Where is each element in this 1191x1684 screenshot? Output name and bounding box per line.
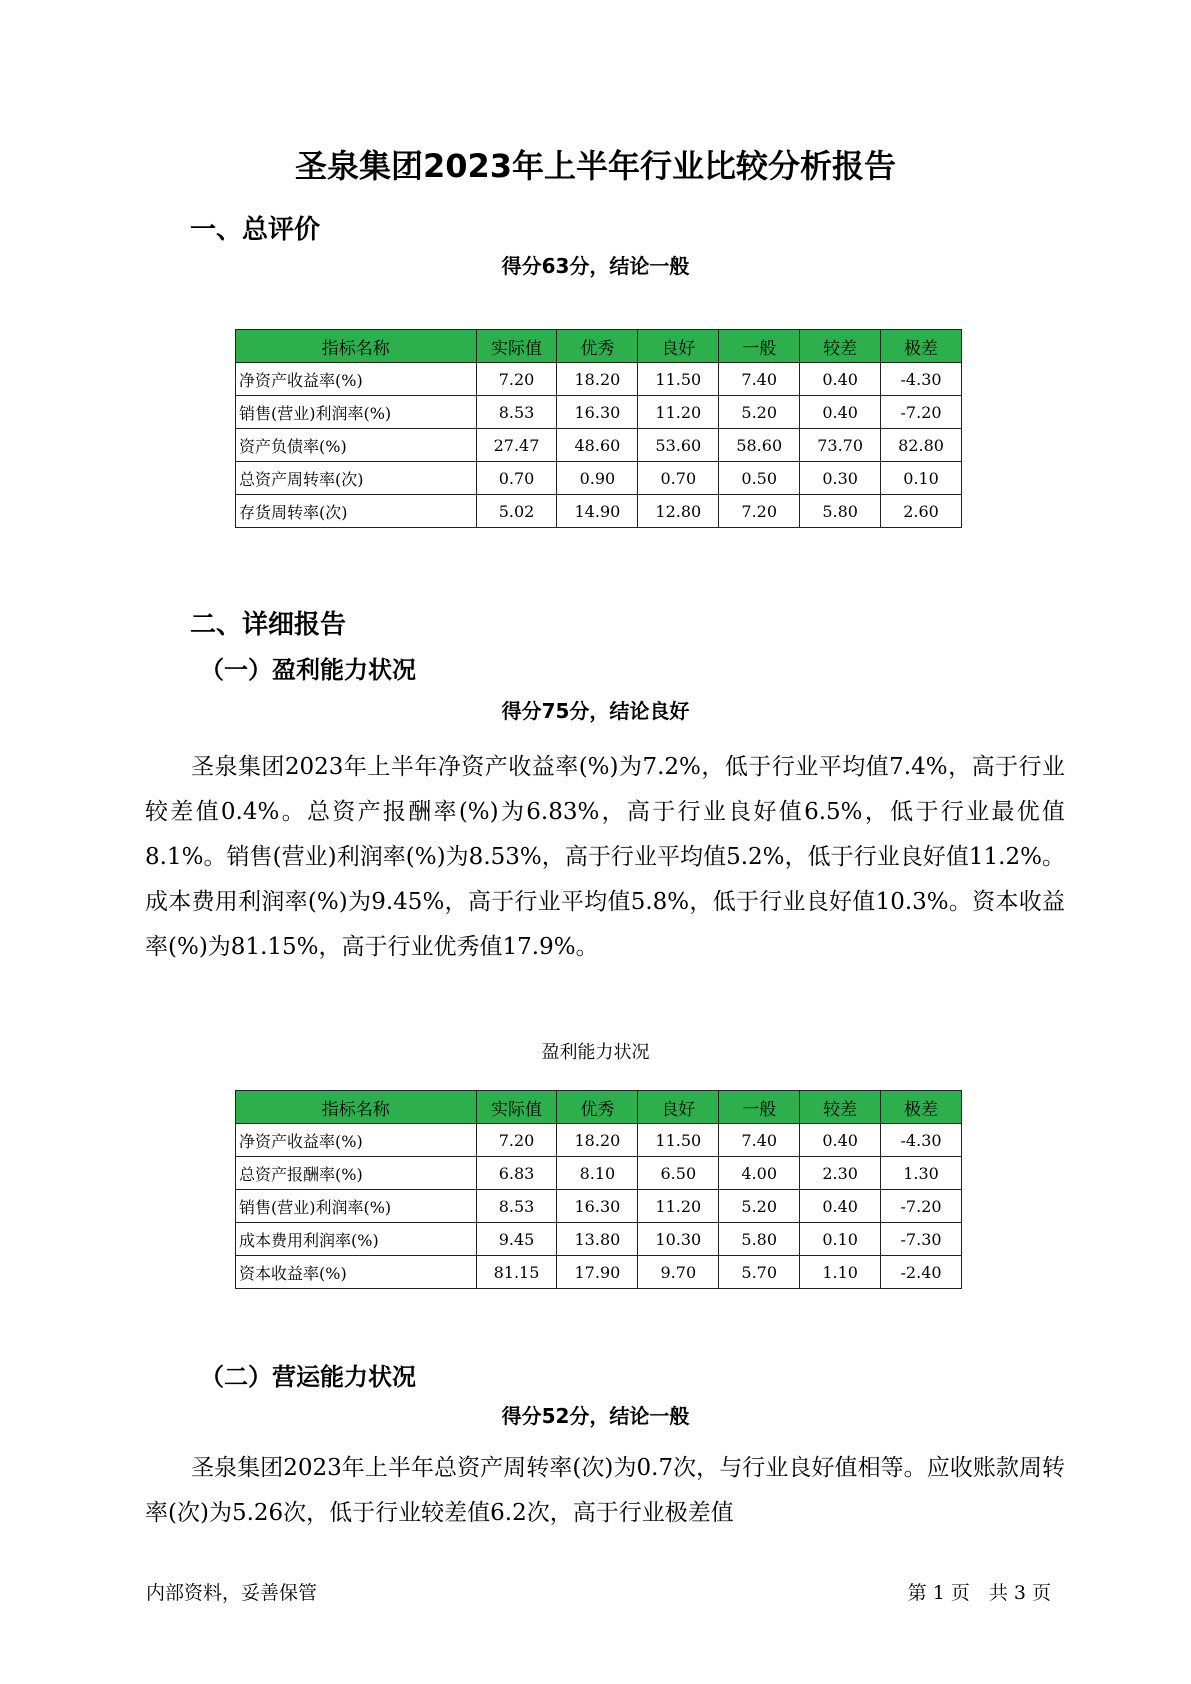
table-cell: 1.30 xyxy=(881,1157,962,1190)
table-cell: -7.30 xyxy=(881,1223,962,1256)
header-cell: 实际值 xyxy=(476,1091,557,1124)
header-cell: 一般 xyxy=(719,1091,800,1124)
profitability-indicator-table xyxy=(235,1090,962,1289)
table-cell: 8.53 xyxy=(476,396,557,429)
header-cell: 良好 xyxy=(638,330,719,363)
table-cell: 73.70 xyxy=(800,429,881,462)
table-cell: 0.40 xyxy=(800,363,881,396)
table-cell: 48.60 xyxy=(557,429,638,462)
table-header-row xyxy=(236,330,962,363)
table-row xyxy=(236,1190,962,1223)
header-cell: 优秀 xyxy=(557,330,638,363)
table-cell: 9.70 xyxy=(638,1256,719,1289)
table-cell: 5.70 xyxy=(719,1256,800,1289)
table-cell: 0.70 xyxy=(476,462,557,495)
header-cell: 良好 xyxy=(638,1091,719,1124)
table-cell: 0.90 xyxy=(557,462,638,495)
table-cell: 27.47 xyxy=(476,429,557,462)
footer-confidential-note: 内部资料，妥善保管 xyxy=(146,1582,318,1604)
section-heading-overall: 一、总评价 xyxy=(190,215,321,245)
table-cell: 10.30 xyxy=(638,1223,719,1256)
table-cell: 5.80 xyxy=(719,1223,800,1256)
profitability-table-caption: 盈利能力状况 xyxy=(541,1042,650,1063)
table-cell: 6.50 xyxy=(638,1157,719,1190)
table-cell: 0.10 xyxy=(881,462,962,495)
indicator-name: 销售(营业)利润率(%) xyxy=(236,1190,477,1223)
indicator-name: 资本收益率(%) xyxy=(236,1256,477,1289)
table-row xyxy=(236,1223,962,1256)
table-cell: 4.00 xyxy=(719,1157,800,1190)
table-cell: 0.70 xyxy=(638,462,719,495)
table-row xyxy=(236,495,962,528)
subsection-heading-operations: （二）营运能力状况 xyxy=(200,1363,416,1391)
table-cell: 1.10 xyxy=(800,1256,881,1289)
indicator-name: 净资产收益率(%) xyxy=(236,1124,477,1157)
header-cell: 较差 xyxy=(800,330,881,363)
table-row xyxy=(236,429,962,462)
table-cell: 9.45 xyxy=(476,1223,557,1256)
table-cell: 58.60 xyxy=(719,429,800,462)
table-cell: 5.20 xyxy=(719,396,800,429)
indicator-name: 成本费用利润率(%) xyxy=(236,1223,477,1256)
table-cell: 8.10 xyxy=(557,1157,638,1190)
indicator-name: 总资产周转率(次) xyxy=(236,462,477,495)
table-cell: -7.20 xyxy=(881,396,962,429)
section-heading-detail: 二、详细报告 xyxy=(190,610,347,640)
table-cell: -2.40 xyxy=(881,1256,962,1289)
table-row xyxy=(236,462,962,495)
table-cell: 11.50 xyxy=(638,363,719,396)
table-cell: 81.15 xyxy=(476,1256,557,1289)
table-cell: 11.20 xyxy=(638,1190,719,1223)
table-cell: 14.90 xyxy=(557,495,638,528)
table-cell: 7.20 xyxy=(719,495,800,528)
table-cell: 11.50 xyxy=(638,1124,719,1157)
header-cell: 一般 xyxy=(719,330,800,363)
indicator-name: 资产负债率(%) xyxy=(236,429,477,462)
table-cell: 18.20 xyxy=(557,363,638,396)
table-cell: -4.30 xyxy=(881,363,962,396)
table-row xyxy=(236,396,962,429)
table-cell: 7.20 xyxy=(476,363,557,396)
overall-indicator-table xyxy=(235,329,962,528)
table-cell: 0.40 xyxy=(800,1190,881,1223)
profitability-paragraph: 圣泉集团2023年上半年净资产收益率(%)为7.2%，低于行业平均值7.4%，高于行业较差值0.4%。总资产报酬率(%)为6.83%，高于行业良好值6.5%，低于行业最优值8.1%。销售(营业)利润率(%)为8.53%，高于行业平均值5.2%，低于行业良好值11.2%。成本费用利润率(%)为9.45%，高于行业平均值5.8%，低于行业良好值10.3%。资本收益率(%)为81.15%，高于行业优秀值17.9%。 xyxy=(145,754,1065,960)
table-cell: 11.20 xyxy=(638,396,719,429)
table-cell: 2.30 xyxy=(800,1157,881,1190)
table-row xyxy=(236,1256,962,1289)
table-cell: 17.90 xyxy=(557,1256,638,1289)
header-cell: 优秀 xyxy=(557,1091,638,1124)
table-cell: 5.20 xyxy=(719,1190,800,1223)
table-cell: 7.20 xyxy=(476,1124,557,1157)
operations-paragraph: 圣泉集团2023年上半年总资产周转率(次)为0.7次，与行业良好值相等。应收账款周转率(次)为5.26次，低于行业较差值6.2次，高于行业极差值 xyxy=(145,1455,1065,1526)
operations-score-summary: 得分52分，结论一般 xyxy=(501,1404,690,1428)
header-cell: 较差 xyxy=(800,1091,881,1124)
footer-page-number: 第 1 页 共 3 页 xyxy=(907,1582,1051,1604)
table-cell: 5.02 xyxy=(476,495,557,528)
table-cell: 7.40 xyxy=(719,363,800,396)
header-cell: 指标名称 xyxy=(236,330,477,363)
table-cell: 7.40 xyxy=(719,1124,800,1157)
table-cell: 0.10 xyxy=(800,1223,881,1256)
header-cell: 指标名称 xyxy=(236,1091,477,1124)
table-cell: 0.50 xyxy=(719,462,800,495)
table-cell: 82.80 xyxy=(881,429,962,462)
table-cell: 5.80 xyxy=(800,495,881,528)
overall-score-summary: 得分63分，结论一般 xyxy=(501,254,690,278)
table-row xyxy=(236,1124,962,1157)
table-cell: 16.30 xyxy=(557,1190,638,1223)
table-cell: 13.80 xyxy=(557,1223,638,1256)
profitability-score-summary: 得分75分，结论良好 xyxy=(501,699,690,723)
report-title: 圣泉集团2023年上半年行业比较分析报告 xyxy=(294,147,897,185)
table-cell: 0.40 xyxy=(800,396,881,429)
indicator-name: 销售(营业)利润率(%) xyxy=(236,396,477,429)
header-cell: 实际值 xyxy=(476,330,557,363)
table-cell: 6.83 xyxy=(476,1157,557,1190)
table-cell: -7.20 xyxy=(881,1190,962,1223)
indicator-name: 总资产报酬率(%) xyxy=(236,1157,477,1190)
indicator-name: 净资产收益率(%) xyxy=(236,363,477,396)
table-cell: 18.20 xyxy=(557,1124,638,1157)
subsection-heading-profitability: （一）盈利能力状况 xyxy=(200,656,416,684)
table-cell: 8.53 xyxy=(476,1190,557,1223)
indicator-name: 存货周转率(次) xyxy=(236,495,477,528)
table-cell: 0.30 xyxy=(800,462,881,495)
header-cell: 极差 xyxy=(881,1091,962,1124)
table-header-row xyxy=(236,1091,962,1124)
table-row xyxy=(236,363,962,396)
table-cell: 2.60 xyxy=(881,495,962,528)
header-cell: 极差 xyxy=(881,330,962,363)
table-row xyxy=(236,1157,962,1190)
table-cell: 53.60 xyxy=(638,429,719,462)
table-cell: 16.30 xyxy=(557,396,638,429)
table-cell: 0.40 xyxy=(800,1124,881,1157)
table-cell: 12.80 xyxy=(638,495,719,528)
table-cell: -4.30 xyxy=(881,1124,962,1157)
